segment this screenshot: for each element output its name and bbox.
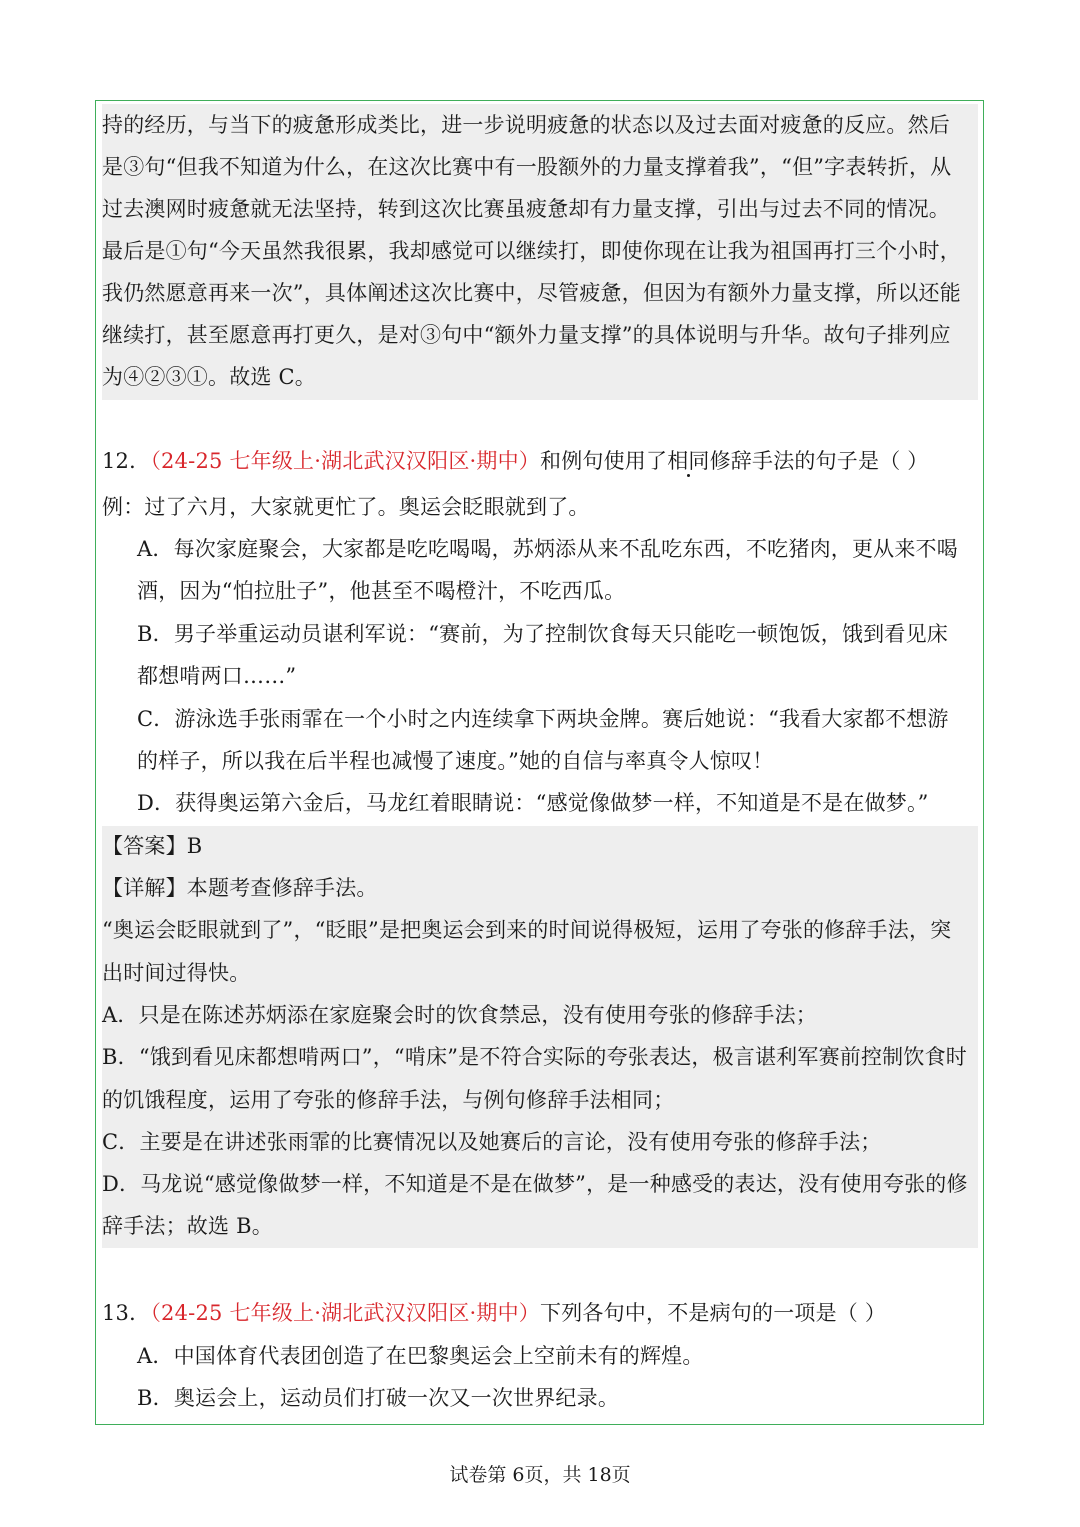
emphasis-text: 相同 <box>667 449 710 473</box>
option-c: C．游泳选手张雨霏在一个小时之内连续拿下两块金牌。赛后她说：“我看大家都不想游 <box>137 707 949 731</box>
text-line: 【详解】本题考查修辞手法。 <box>102 876 378 900</box>
question-number: 13． <box>102 1301 151 1325</box>
prev-explanation <box>102 104 978 400</box>
option-b: B．男子举重运动员谌利军说：“赛前，为了控制饮食每天只能吃一顿饱饭，饿到看见床 <box>137 622 948 646</box>
text-line: A．只是在陈述苏炳添在家庭聚会时的饮食禁忌，没有使用夸张的修辞手法； <box>102 1003 817 1027</box>
q12-answer-block <box>102 826 978 1248</box>
example-sentence: 例：过了六月，大家就更忙了。奥运会眨眼就到了。 <box>102 495 590 519</box>
question-12-stem <box>102 446 928 476</box>
option-c-cont: 的样子，所以我在后半程也减慢了速度。”她的自信与率真令人惊叹！ <box>137 749 774 773</box>
text-line: B．“饿到看见床都想啃两口”，“啃床”是不符合实际的夸张表达，极言谌利军赛前控制饮食时 <box>102 1045 967 1069</box>
stem-text: 修辞手法的句子是（ ） <box>709 449 929 473</box>
option-b-cont: 都想啃两口……” <box>137 664 297 688</box>
text-line: 是③句“但我不知道为什么，在这次比赛中有一股额外的力量支撑着我”，“但”字表转折，从 <box>102 155 952 179</box>
text-line: 持的经历，与当下的疲惫形成类比，进一步说明疲惫的状态以及过去面对疲惫的反应。然后 <box>102 113 950 137</box>
stem-text: 和例句使用了 <box>540 449 668 473</box>
text-line: 过去澳网时疲惫就无法坚持，转到这次比赛虽疲惫却有力量支撑，引出与过去不同的情况。 <box>102 197 950 221</box>
option-b: B．奥运会上，运动员们打破一次又一次世界纪录。 <box>137 1386 620 1410</box>
question-13-stem <box>102 1298 886 1328</box>
text-line: 出时间过得快。 <box>102 961 251 985</box>
option-a: A．中国体育代表团创造了在巴黎奥运会上空前未有的辉煌。 <box>137 1344 704 1368</box>
text-line: 为④②③①。故选 C。 <box>102 365 316 389</box>
option-a-cont: 酒，因为“怕拉肚子”，他甚至不喝橙汁，不吃西瓜。 <box>137 579 626 603</box>
text-line: 辞手法；故选 B。 <box>102 1214 273 1238</box>
text-line: D．马龙说“感觉像做梦一样，不知道是不是在做梦”，是一种感受的表达，没有使用夸张的修 <box>102 1172 968 1196</box>
text-line: “奥运会眨眼就到了”，“眨眼”是把奥运会到来的时间说得极短，运用了夸张的修辞手法，突 <box>102 918 952 942</box>
page-footer: 试卷第 6页，共 18页 <box>449 1464 631 1486</box>
question-source: （24-25 七年级上·湖北武汉汉阳区·期中） <box>150 449 540 473</box>
question-source: （24-25 七年级上·湖北武汉汉阳区·期中） <box>150 1301 540 1325</box>
option-d: D．获得奥运第六金后，马龙红着眼睛说：“感觉像做梦一样，不知道是不是在做梦。” <box>137 791 929 815</box>
stem-text: 下列各句中，不是病句的一项是（ ） <box>540 1301 887 1325</box>
question-number: 12． <box>102 449 151 473</box>
text-line: 最后是①句“今天虽然我很累，我却感觉可以继续打，即使你现在让我为祖国再打三个小时， <box>102 239 961 263</box>
option-a: A．每次家庭聚会，大家都是吃吃喝喝，苏炳添从来不乱吃东西，不吃猪肉，更从来不喝 <box>137 537 958 561</box>
text-line: C．主要是在讲述张雨霏的比赛情况以及她赛后的言论，没有使用夸张的修辞手法； <box>102 1130 882 1154</box>
text-line: 的饥饿程度，运用了夸张的修辞手法，与例句修辞手法相同； <box>102 1088 675 1112</box>
text-line: 继续打，甚至愿意再打更久，是对③句中“额外力量支撑”的具体说明与升华。故句子排列应 <box>102 323 951 347</box>
text-line: 我仍然愿意再来一次”，具体阐述这次比赛中，尽管疲惫，但因为有额外力量支撑，所以还能 <box>102 281 961 305</box>
answer-label: 【答案】B <box>102 834 203 858</box>
